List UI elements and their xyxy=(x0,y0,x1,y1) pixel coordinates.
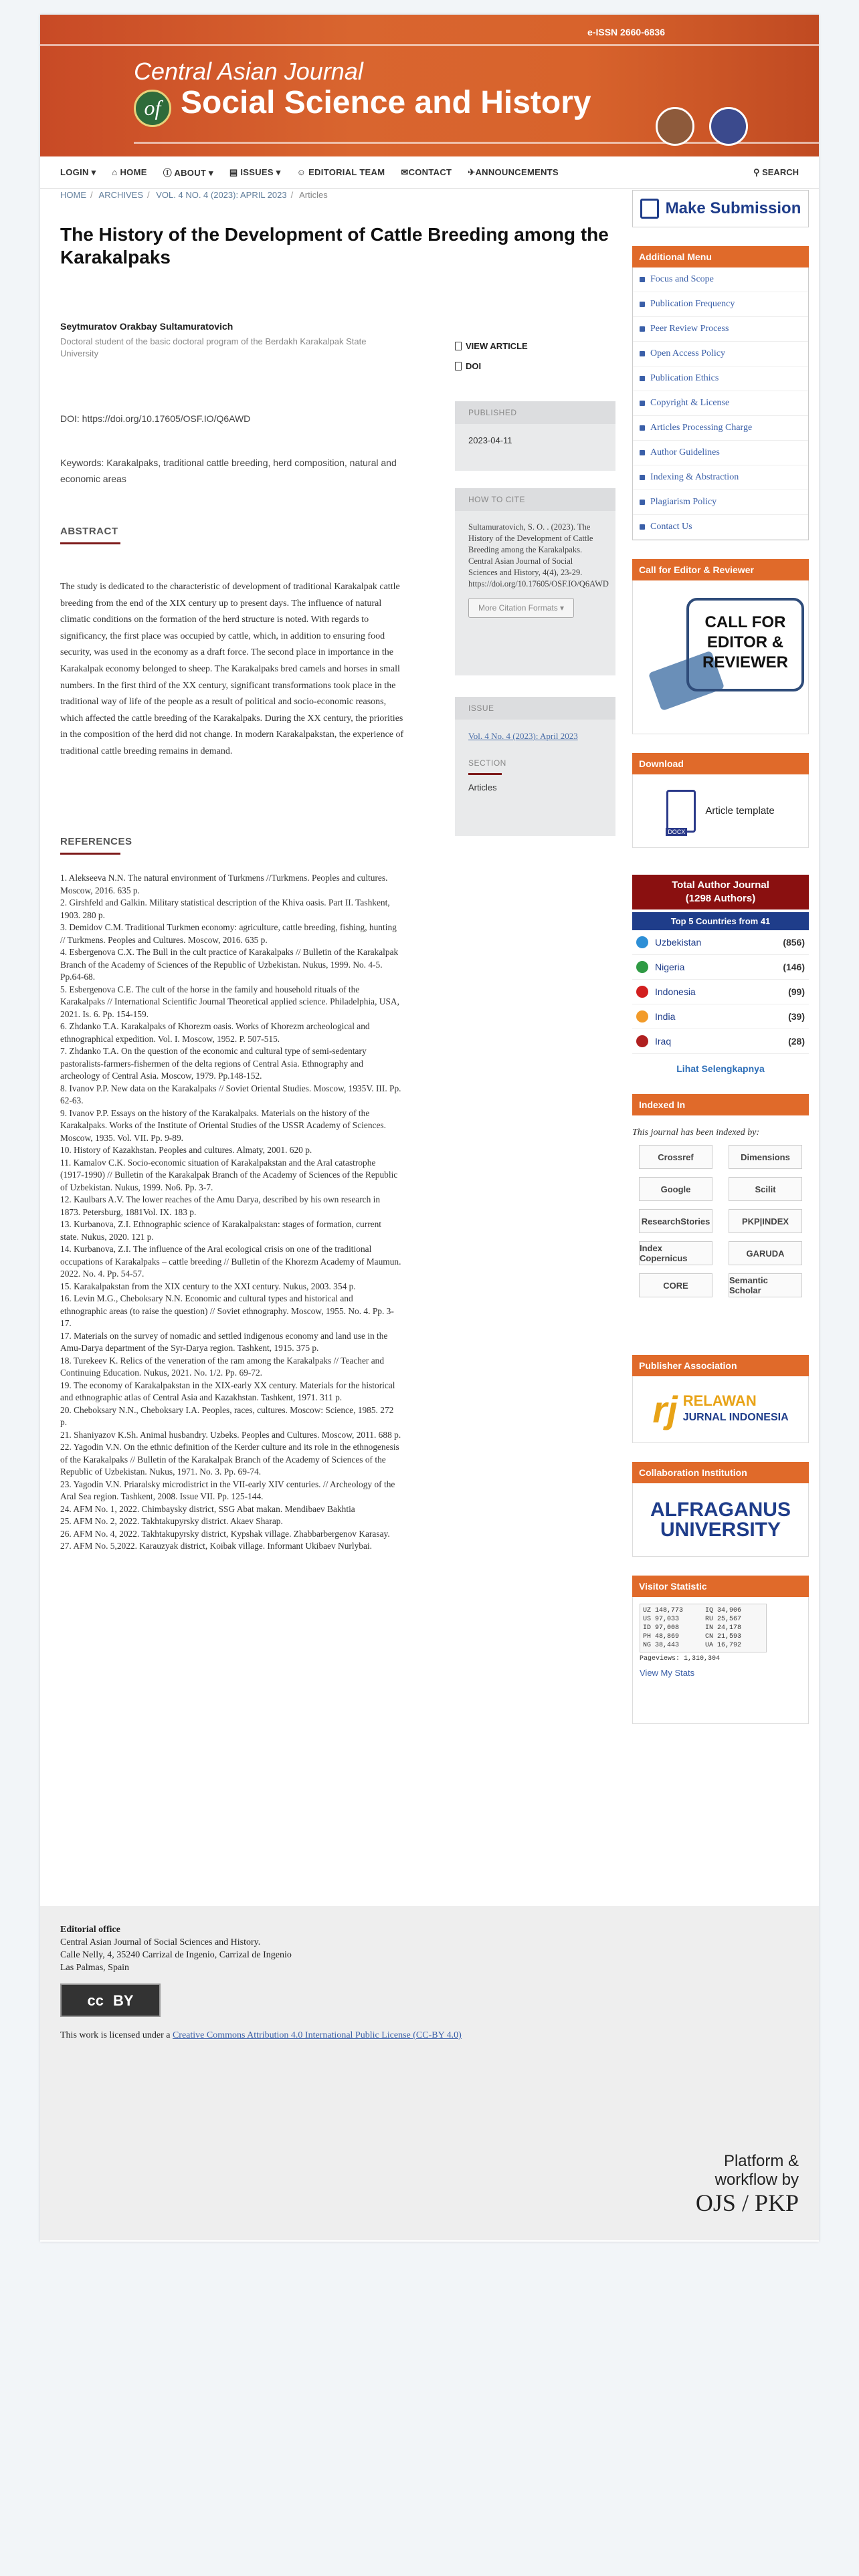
reference-item: 17. Materials on the survey of nomadic and settled indigenous economy and land use in the Amu-Darya department of the Syr-Darya region. Tashkent, 1915. 375 p. xyxy=(60,1330,388,1353)
reference-item: 25. AFM No. 2, 2022. Takhtakupyrsky district. Akaev Sharap. xyxy=(60,1516,283,1526)
visitor-country-count: UZ 148,773 xyxy=(643,1607,684,1614)
footer xyxy=(40,1906,819,2240)
references-heading: REFERENCES xyxy=(60,836,132,855)
breadcrumb-home[interactable]: HOME xyxy=(60,190,86,200)
issn-label: e-ISSN 2660-6836 xyxy=(587,27,665,37)
indexer-logo[interactable]: GARUDA xyxy=(729,1241,802,1265)
author-name: Seytmuratov Orakbay Sultamuratovich xyxy=(60,321,233,332)
menu-item[interactable]: Open Access Policy xyxy=(633,342,808,366)
search-icon: ⚲ xyxy=(753,167,760,177)
breadcrumb-issue[interactable]: VOL. 4 NO. 4 (2023): APRIL 2023 xyxy=(156,190,287,200)
menu-item[interactable]: Articles Processing Charge xyxy=(633,416,808,441)
country-row: Nigeria (146) xyxy=(632,955,809,980)
nav-editorial-team[interactable]: ☺ EDITORIAL TEAM xyxy=(296,167,385,177)
collaboration-widget: Collaboration Institution ALFRAGANUS UNIVERSITY xyxy=(632,1462,809,1557)
breadcrumb-current: Articles xyxy=(299,190,328,200)
nav-issues[interactable]: ▤ ISSUES ▾ xyxy=(229,167,281,177)
reference-item: 21. Shaniyazov K.Sh. Animal husbandry. Uzbeks. Peoples and Cultures. Moscow, 2011. 688 p. xyxy=(60,1429,401,1440)
country-row: India (39) xyxy=(632,1004,809,1029)
alfraganus-logo[interactable]: ALFRAGANUS UNIVERSITY xyxy=(632,1483,809,1557)
menu-item-icon xyxy=(640,500,645,505)
indexed-note: This journal has been indexed by: xyxy=(632,1128,760,1138)
flag-icon xyxy=(636,936,648,948)
make-submission-button[interactable]: Make Submission xyxy=(632,190,809,227)
visitor-country-count: UA 16,792 xyxy=(705,1642,742,1649)
section-label: SECTION xyxy=(468,758,506,768)
call-text: CALL FOR EDITOR & REVIEWER xyxy=(686,598,804,691)
menu-item-icon xyxy=(640,277,645,282)
reference-item: 20. Cheboksary N.N., Cheboksary I.A. Peoples, races, cultures. Moscow: Science, 1985. 272 p. xyxy=(60,1404,394,1427)
reference-item: 13. Kurbanova, Z.I. Ethnographic science of Karakalpakstan: stages of formation, current state. Nukus, 2020. 121 p. xyxy=(60,1219,382,1242)
flag-icon xyxy=(636,961,648,973)
file-icon xyxy=(455,362,462,370)
menu-item[interactable]: Publication Frequency xyxy=(633,292,808,317)
see-more-link[interactable]: Lihat Selengkapnya xyxy=(676,1063,765,1074)
published-label: PUBLISHED xyxy=(455,401,615,424)
flag-icon xyxy=(636,1035,648,1047)
reference-item: 8. Ivanov P.P. New data on the Karakalpaks // Soviet Oriental Studies. Moscow, 1935V. III. Pp. 62-63. xyxy=(60,1083,401,1105)
menu-item[interactable]: Publication Ethics xyxy=(633,366,808,391)
license-text: This work is licensed under a Creative Commons Attribution 4.0 International Public License (CC-BY 4.0) xyxy=(60,2030,462,2040)
menu-item[interactable]: Plagiarism Policy xyxy=(633,490,808,515)
indexer-logo[interactable]: Dimensions xyxy=(729,1145,802,1169)
call-for-editor-banner[interactable] xyxy=(632,580,809,734)
view-article-link[interactable]: VIEW ARTICLE xyxy=(455,341,528,351)
abstract-heading: ABSTRACT xyxy=(60,526,120,544)
article-keywords: Keywords: Karakalpaks, traditional cattle breeding, herd composition, natural and economic areas xyxy=(60,457,397,484)
download-label: Article template xyxy=(705,804,775,817)
menu-item-icon xyxy=(640,450,645,455)
sidebar xyxy=(622,190,819,1724)
reference-item: 2. Girshfeld and Galkin. Military statistical description of the Khiva oasis. Part II. Tashkent, 1903. 280 p. xyxy=(60,897,390,920)
indexed-widget: Indexed In This journal has been indexed by: Crossref Dimensions Google Scilit ResearchStories PKP|INDEX Index Copernicus GARUDA CORE Semantic Scholar xyxy=(632,1094,809,1297)
reference-item: 22. Yagodin V.N. On the ethnic definition of the Kerder culture and its role in the ethnogenesis of the Karakalpaks // Bulletin of the Karakalpak Branch of the Academy of Sciences of the Republic of Uzbekistan. Nukus, 1971. No. 3. Pp. 69-74. xyxy=(60,1442,399,1477)
references-list xyxy=(60,872,401,1553)
menu-item[interactable]: Indexing & Abstraction xyxy=(633,465,808,490)
university-seal-icon xyxy=(656,107,694,146)
journal-title-line2: Social Science and History xyxy=(181,85,591,120)
visitor-country-count: IQ 34,906 xyxy=(705,1607,742,1614)
how-to-cite-block xyxy=(455,488,615,675)
total-author-banner: Total Author Journal (1298 Authors) xyxy=(632,875,809,909)
published-block xyxy=(455,401,615,471)
reference-item: 15. Karakalpakstan from the XIX century to the XXI century. Nukus, 2003. 354 p. xyxy=(60,1281,356,1291)
menu-item-icon xyxy=(640,302,645,307)
issue-label: ISSUE xyxy=(455,697,615,720)
menu-item-icon xyxy=(640,425,645,431)
visitor-country-count: PH 48,869 xyxy=(643,1633,680,1640)
nav-contact[interactable]: ✉CONTACT xyxy=(401,167,452,177)
nav-announcements[interactable]: ✈ANNOUNCEMENTS xyxy=(468,167,559,177)
banner-decor-line xyxy=(40,44,819,46)
indexer-logo[interactable]: PKP|INDEX xyxy=(729,1209,802,1233)
reference-item: 4. Esbergenova C.X. The Bull in the cult practice of Karakalpaks // Bulletin of the Karakalpak Branch of the Academy of Sciences of the Republic of Uzbekistan. Nukus, 1999. No. 4-5. Pp.64-68. xyxy=(60,947,399,982)
article-template-download[interactable] xyxy=(632,774,809,848)
visitor-country-count: US 97,033 xyxy=(643,1616,680,1623)
reference-item: 1. Alekseeva N.N. The natural environment of Turkmens //Turkmens. Peoples and cultures. Moscow, 2016. 635 p. xyxy=(60,873,388,895)
menu-item-icon xyxy=(640,351,645,356)
reference-item: 18. Turekeev K. Relics of the veneration of the ram among the Karakalpaks // Teacher and Continuing Education. Nukus, 2021. No. 1/2. Pp. 69-72. xyxy=(60,1355,385,1378)
ojs-pkp-logo[interactable]: Platform & workflow by OJS / PKP xyxy=(695,2152,799,2216)
country-row: Uzbekistan (856) xyxy=(632,930,809,955)
banner-decor-line xyxy=(134,142,819,144)
reference-item: 5. Esbergenova C.E. The cult of the horse in the family and household rituals of the Karakalpaks // International Scientific Journal Theoretical applied science. Philadelphia, USA, 2021. Is. 6. Pp. 154-159. xyxy=(60,984,399,1019)
visitor-country-count: NG 38,443 xyxy=(643,1642,680,1649)
nav-search[interactable]: ⚲ SEARCH xyxy=(753,167,799,177)
journal-banner[interactable] xyxy=(40,15,819,156)
abstract-text: The study is dedicated to the characteristic of development of traditional Karakalpak cattle breeding from the end of the XIX century up to present days. The influence of natural climatic conditions on the formation of the herd structure is noted. With regards to significancy, the first place was occupied by cattle, which, in addition to ensuring food security, was used in the economy as a draft force. The second place in importance in the Karakalpak economy belonged to sheep. The Karakalpaks bred camels and horses in small numbers. In the first third of the XX century, significant transformations took place in the traditional way of life of the people as a result of political and socio-economic reasons, which affected the cattle breeding of the Karakalpaks. During the XX century, the priorities in the composition of the herd did not change. In modern Karakalpakstan, the experience of traditional cattle breeding remains in demand. xyxy=(60,582,404,756)
reference-item: 10. History of Kazakhstan. Peoples and cultures. Almaty, 2001. 620 p. xyxy=(60,1145,312,1155)
submission-icon xyxy=(640,199,659,219)
footer-line: Central Asian Journal of Social Sciences and History. xyxy=(60,1937,261,1947)
reference-item: 14. Kurbanova, Z.I. The influence of the Aral ecological crisis on one of the traditional occupations of Karakalpaks – cattle breeding // Bulletin of the Khorezm Academy of Maumun. 2022. No. 4. Pp. 54-57. xyxy=(60,1244,401,1279)
article-doi[interactable]: DOI: https://doi.org/10.17605/OSF.IO/Q6AWD xyxy=(60,413,251,424)
indexer-logo[interactable]: Scilit xyxy=(729,1177,802,1201)
menu-item[interactable]: Author Guidelines xyxy=(633,441,808,465)
cc-by-badge[interactable]: cc BY xyxy=(60,1983,161,2017)
nav-about[interactable]: Ⓘ ABOUT ▾ xyxy=(163,168,213,178)
reference-item: 16. Levin M.G., Cheboksary N.N. Economic and cultural types and historical and ethnographic areas (to raise the question) // Soviet ethnography. Moscow, 1955. No. 4. Pp. 3-17. xyxy=(60,1293,394,1328)
visitor-country-count: ID 97,008 xyxy=(643,1624,680,1632)
reference-item: 23. Yagodin V.N. Priaralsky microdistrict in the VII-early XIV centuries. // Archeology of the Aral Sea region. Tashkent, 2008. Issue VII. Pp. 125-144. xyxy=(60,1479,395,1501)
menu-item-icon xyxy=(640,524,645,530)
journal-of-badge: of xyxy=(134,90,171,127)
menu-item-icon xyxy=(640,376,645,381)
university-seal-icon xyxy=(709,107,748,146)
flag-icon xyxy=(636,1010,648,1023)
indexer-logo[interactable]: Crossref xyxy=(639,1145,712,1169)
issue-link[interactable]: Vol. 4 No. 4 (2023): April 2023 xyxy=(468,731,578,741)
published-date: 2023-04-11 xyxy=(468,435,512,445)
menu-item[interactable]: Contact Us xyxy=(633,515,808,540)
call-for-editor-widget: Call for Editor & Reviewer CALL FOR EDITOR & REVIEWER xyxy=(632,559,809,734)
indexer-logo[interactable]: CORE xyxy=(639,1273,712,1297)
visitor-country-count: IN 24,178 xyxy=(705,1624,742,1632)
menu-item[interactable]: Peer Review Process xyxy=(633,317,808,342)
section-value: Articles xyxy=(468,782,497,792)
indexer-logo[interactable]: Index Copernicus xyxy=(639,1241,712,1265)
flag-icon xyxy=(636,986,648,998)
visitor-country-count: RU 25,567 xyxy=(705,1616,742,1623)
citation-formats-button[interactable]: More Citation Formats ▾ xyxy=(468,598,574,618)
breadcrumb-archives[interactable]: ARCHIVES xyxy=(98,190,143,200)
reference-item: 27. AFM No. 5,2022. Karauzyak district, Koibak village. Informant Ukibaev Nurlybai. xyxy=(60,1541,372,1551)
issue-block xyxy=(455,697,615,836)
doi-link[interactable]: DOI xyxy=(455,361,481,371)
pageviews: Pageviews: 1,310,304 xyxy=(640,1655,721,1662)
publisher-widget: Publisher Association rj RELAWAN JURNAL INDONESIA xyxy=(632,1355,809,1443)
footer-line: Las Palmas, Spain xyxy=(60,1963,130,1973)
menu-item[interactable]: Copyright & License xyxy=(633,391,808,416)
reference-item: 7. Zhdanko T.A. On the question of the economic and cultural type of semi-sedentary pastoralists-farmers-fishermen of the delta regions of Central Asia. Ethnography and archeology of Central Asia. Moscow, 1979. Pp.148-152. xyxy=(60,1046,367,1081)
citation-text: Sultamuratovich, S. O. . (2023). The History of the Development of Cattle Breeding among the Karakalpaks. Central Asian Journal of Social Sciences and History, 4(4), 23-29. https://doi.org/10.17605/OSF.IO/Q6AWD xyxy=(468,522,609,588)
author-stats-widget xyxy=(632,875,809,1074)
menu-item-icon xyxy=(640,326,645,332)
reference-item: 3. Demidov C.M. Traditional Turkmen economy: agriculture, cattle breeding, fishing, hunting // Turkmens. Peoples and Cultures. Moscow, 2016. 635 p. xyxy=(60,922,397,945)
reference-item: 6. Zhdanko T.A. Karakalpaks of Khorezm oasis. Works of Khorezm archeological and ethnographical expedition. Vol. I. Moscow, 1952. P. 507-515. xyxy=(60,1021,370,1044)
reference-item: 26. AFM No. 4, 2022. Takhtakupyrsky district, Kypshak village. Zhabbarbergenov Karasay. xyxy=(60,1528,390,1539)
indexer-logo[interactable]: Semantic Scholar xyxy=(729,1273,802,1297)
docx-icon: DOCX xyxy=(666,790,696,833)
reference-item: 9. Ivanov P.P. Essays on the history of the Karakalpaks. Materials on the history of the Karakalpaks. Works of the Institute of Oriental Studies of the USSR Academy of Sciences. Moscow, 1935. Vol. VII. Pp. 9-89. xyxy=(60,1107,386,1143)
footer-heading: Editorial office xyxy=(60,1925,120,1935)
footer-line: Calle Nelly, 4, 35240 Carrizal de Ingenio, Carrizal de Ingenio xyxy=(60,1950,292,1960)
file-icon xyxy=(455,342,462,350)
cite-label: HOW TO CITE xyxy=(455,488,615,511)
country-row: Iraq (28) xyxy=(632,1029,809,1054)
relawan-jurnal-logo[interactable]: rj RELAWAN JURNAL INDONESIA xyxy=(632,1376,809,1443)
nav-login[interactable]: LOGIN ▾ xyxy=(60,167,96,177)
main-nav xyxy=(40,156,819,189)
reference-item: 12. Kaulbars A.V. The lower reaches of the Amu Darya, described by his own research in 1873. Petersburg, 1881Vol. IX. 183 p. xyxy=(60,1194,381,1217)
author-affiliation: Doctoral student of the basic doctoral program of the Berdakh Karakalpak State University xyxy=(60,336,367,358)
license-link[interactable]: Creative Commons Attribution 4.0 International Public License (CC-BY 4.0) xyxy=(172,2030,462,2040)
indexer-logo[interactable]: ResearchStories xyxy=(639,1209,712,1233)
country-row: Indonesia (99) xyxy=(632,980,809,1004)
indexer-logo[interactable]: Google xyxy=(639,1177,712,1201)
menu-item-icon xyxy=(640,401,645,406)
top-countries-banner: Top 5 Countries from 41 xyxy=(632,912,809,930)
visitor-country-count: CN 21,593 xyxy=(705,1633,742,1640)
journal-title-line1: Central Asian Journal xyxy=(134,58,363,85)
reference-item: 19. The economy of Karakalpakstan in the XIX-early XX century. Materials for the historical and ethnographic atlas of Central Asia and Kazakhstan. Tashkent, 1971. 311 p. xyxy=(60,1380,395,1402)
breadcrumb: HOME / ARCHIVES / VOL. 4 NO. 4 (2023): APRIL 2023 / Articles xyxy=(60,190,328,200)
flag-counter[interactable] xyxy=(640,1604,767,1652)
view-stats-link[interactable]: View My Stats xyxy=(640,1668,695,1678)
reference-item: 24. AFM No. 1, 2022. Chimbaysky district, SSG Abat makan. Mendibaev Bakhtia xyxy=(60,1503,355,1514)
download-widget: Download DOCX Article template xyxy=(632,753,809,848)
visitor-widget: Visitor Statistic UZ 148,773 IQ 34,906 US 97,033 RU 25,567 ID 97,008 IN 24,178 PH 48,869 CN 21,593 NG 38,443 UA 16,792 Pageviews: 1,310,304 View My Stats xyxy=(632,1576,809,1724)
nav-home[interactable]: ⌂ HOME xyxy=(112,167,147,177)
additional-menu: Additional Menu Focus and Scope Publication Frequency Peer Review Process Open Access Policy Publication Ethics Copyright & License Articles Processing Charge Author Guidelines Indexing & Abstraction Plagiarism Policy Contact Us xyxy=(632,246,809,540)
article-main xyxy=(60,190,615,1551)
page-title: The History of the Development of Cattle Breeding among the Karakalpaks xyxy=(60,224,609,267)
menu-item[interactable]: Focus and Scope xyxy=(633,267,808,292)
reference-item: 11. Kamalov C.K. Socio-economic situation of Karakalpakstan and the Aral catastrophe (1917-1990) // Bulletin of the Karakalpak Branch of the Academy of Sciences of the Republic of Uzbekistan. Nukus, 1999. No6. Pp. 3-7. xyxy=(60,1157,398,1192)
page xyxy=(40,15,819,2242)
menu-item-icon xyxy=(640,475,645,480)
